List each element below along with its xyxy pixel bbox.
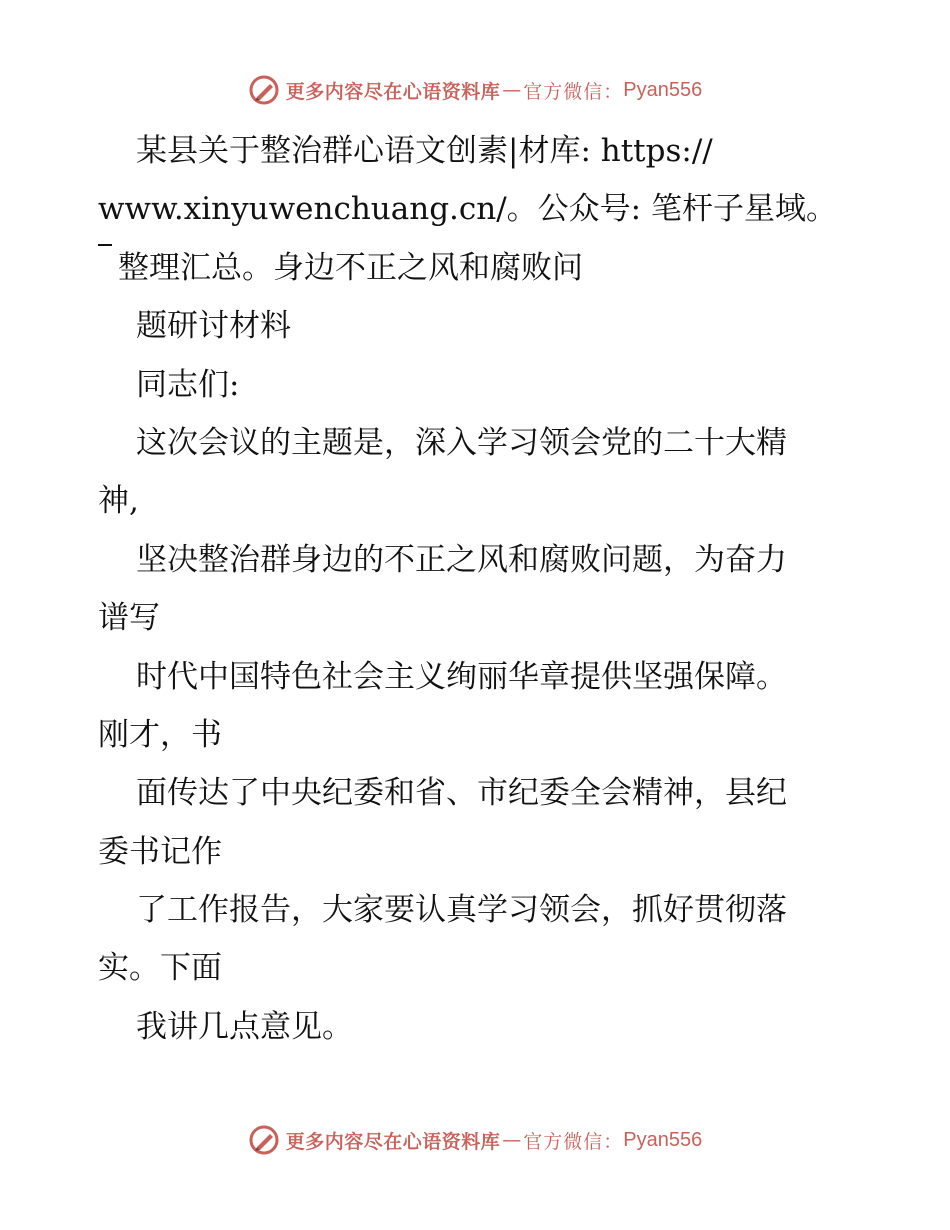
- pen-logo-icon: [248, 1124, 280, 1156]
- pen-logo-icon: [248, 74, 280, 106]
- text-line: 时代中国特色社会主义绚丽华章提供坚强保障。: [136, 658, 787, 695]
- text-line: 实。下面: [98, 950, 222, 987]
- text-line: 面传达了中央纪委和省、市纪委全会精神，县纪: [136, 775, 787, 812]
- banner-wechat-label: 官方微信：: [523, 80, 624, 103]
- text-line: 整理汇总。身边不正之风和腐败问: [118, 249, 583, 286]
- document-body: [98, 122, 878, 1056]
- header-banner: [0, 70, 950, 110]
- banner-wechat-id: Pyan556: [623, 78, 703, 101]
- footer-banner: [0, 1120, 950, 1160]
- banner-wechat-id: Pyan556: [623, 1128, 703, 1151]
- text-line: 题研讨材料: [136, 308, 291, 345]
- banner-separator: —: [502, 1129, 522, 1151]
- banner-main-text: 更多内容尽在心语资料库: [285, 1130, 501, 1153]
- text-line: 神,: [98, 483, 139, 520]
- text-line: www.xinyuwenchuang.cn/。公众号: 笔杆子星域。: [98, 191, 837, 228]
- text-line: 坚决整治群身边的不正之风和腐败问题，为奋力: [136, 541, 787, 578]
- text-line: 谱写: [98, 600, 160, 637]
- text-line: 我讲几点意见。: [136, 1008, 353, 1045]
- text-line: 某县关于整治群心语文创素|材库: https://: [136, 133, 713, 169]
- text-line: 了工作报告，大家要认真学习领会，抓好贯彻落: [136, 892, 787, 929]
- banner-separator: —: [502, 79, 522, 101]
- text-line: 这次会议的主题是，深入学习领会党的二十大精: [136, 424, 787, 461]
- text-line: 同志们:: [136, 366, 240, 403]
- text-line: 刚才，书: [98, 716, 222, 753]
- banner-main-text: 更多内容尽在心语资料库: [285, 80, 501, 103]
- text-line: 委书记作: [98, 833, 222, 870]
- banner-wechat-label: 官方微信：: [523, 1130, 624, 1153]
